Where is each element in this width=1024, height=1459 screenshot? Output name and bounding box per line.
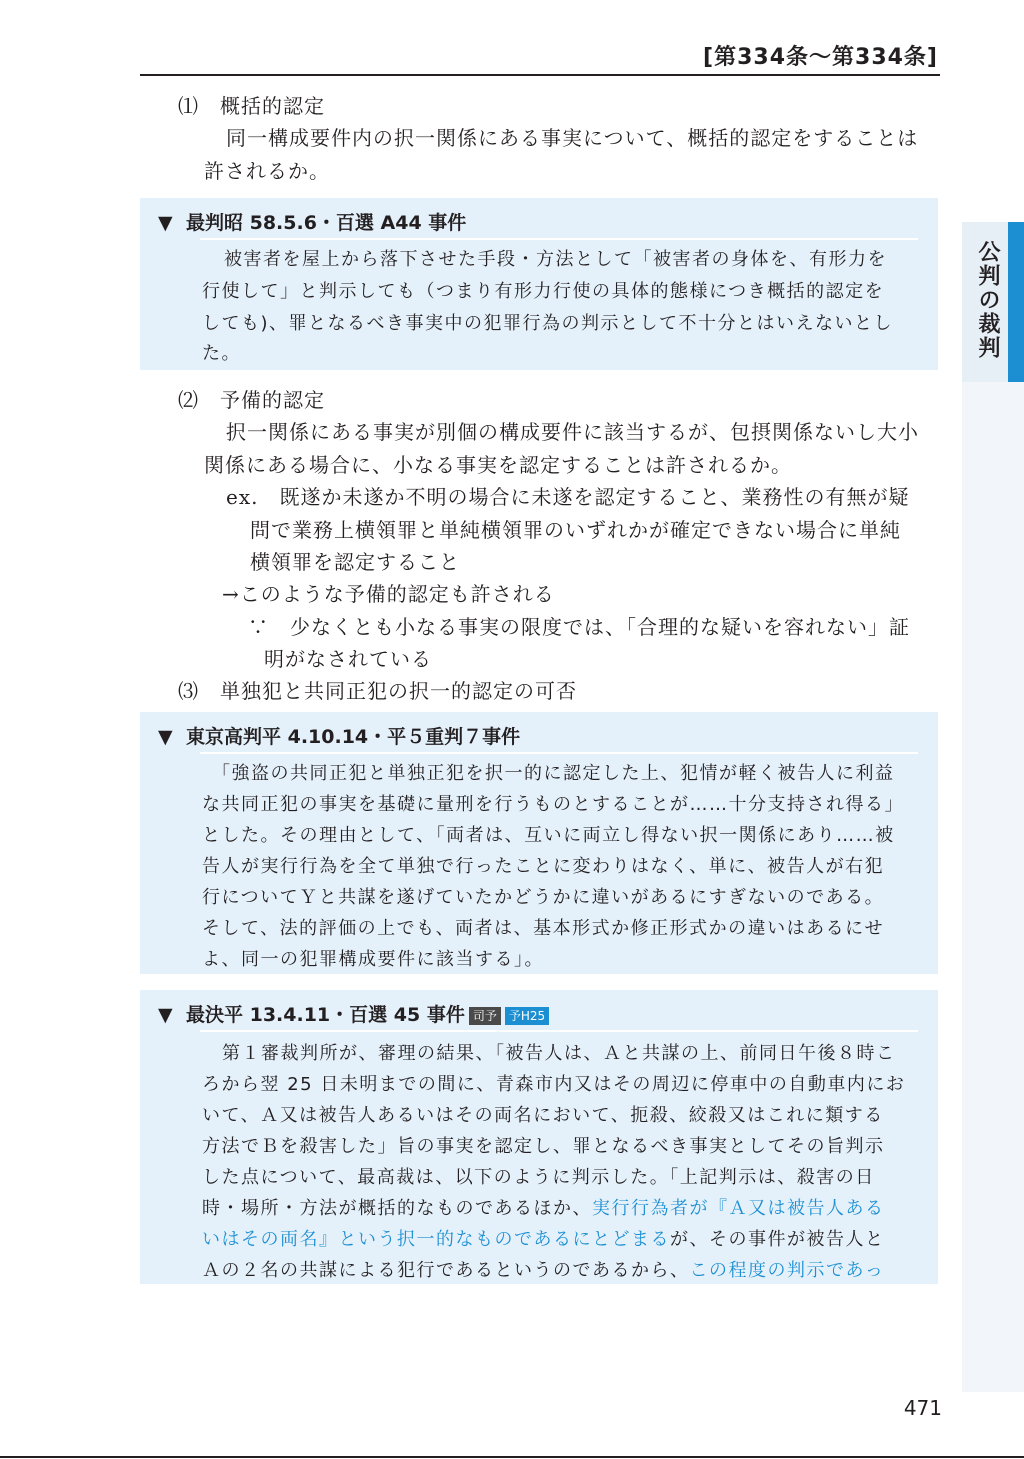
body-line: 横領罪を認定すること (250, 550, 460, 574)
exam-badge: 司予 (469, 1007, 501, 1025)
case-heading (158, 1000, 549, 1027)
case-line: ろから翌 25 日未明までの間に、青森市内又はその周辺に停車中の自動車内にお (202, 1074, 906, 1095)
case-line: 「強盗の共同正犯と単独正犯を択一的に認定した上、犯情が軽く被告人に利益 (212, 763, 895, 784)
body-line: 問で業務上横領罪と単純横領罪のいずれかが確定できない場合に単純 (250, 518, 901, 542)
body-line: ∵ 少なくとも小なる事実の限度では、「合理的な疑いを容れない」証 (248, 615, 910, 639)
case-line: した点について、最高裁は、以下のように判示した。「上記判示は、殺害の日 (202, 1167, 875, 1188)
case-line (202, 1255, 920, 1286)
case-line: とした。その理由として、「両者は、互いに両立し得ない択一関係にあり……被 (202, 825, 895, 846)
case-line: 行使して」と判示しても（つまり有形力行使の具体的態様につき概括的認定を (202, 281, 885, 302)
bottom-rule (0, 1456, 1024, 1458)
section-heading: ⑶ 単独犯と共同正犯の択一的認定の可否 (178, 679, 577, 703)
case-rule (200, 1030, 918, 1032)
case-line: 第１審裁判所が、審理の結果、「被告人は、Ａと共謀の上、前同日午後８時こ (222, 1043, 896, 1064)
case-box (140, 198, 938, 370)
body-line: 許されるか。 (204, 159, 330, 183)
chapter-tab-label: 公判の裁判 (975, 240, 1000, 360)
highlighted-text: この程度の判示であっ (689, 1260, 885, 1281)
triangle-down-icon: ▼ (158, 1004, 173, 1026)
body-line: 明がなされている (264, 647, 432, 671)
body-line: ex. 既遂か未遂か不明の場合に未遂を認定すること、業務性の有無が疑 (226, 485, 910, 509)
section-heading: ⑵ 予備的認定 (178, 388, 325, 412)
case-line (202, 1224, 920, 1255)
case-line: しても)、罪となるべき事実中の犯罪行為の判示として不十分とはいえないとし (202, 313, 894, 334)
case-heading (158, 722, 520, 749)
case-box (140, 990, 938, 1284)
highlighted-text: 実行行為者が『Ａ又は被告人ある (592, 1198, 885, 1219)
body-line: 択一関係にある事実が別個の構成要件に該当するが、包摂関係ないし大小 (226, 420, 919, 444)
side-strip (962, 382, 1024, 1392)
exam-badge: 予H25 (505, 1007, 549, 1025)
case-line (202, 1193, 920, 1224)
body-line: →このような予備的認定も許される (222, 582, 555, 606)
running-header: [第334条〜第334条] (703, 45, 938, 70)
case-line: よ、同一の犯罪構成要件に該当する」。 (202, 949, 544, 970)
header-rule (140, 74, 940, 76)
case-title: 最判昭 58.5.6・百選 A44 事件 (186, 212, 467, 234)
case-line: た。 (202, 343, 241, 364)
case-line: いて、Ａ又は被告人あるいはその両名において、扼殺、絞殺又はこれに類する (202, 1105, 884, 1126)
case-line: 被害者を屋上から落下させた手段・方法として「被害者の身体を、有形力を (224, 249, 887, 270)
body-line: 関係にある場合に、小なる事実を認定することは許されるか。 (204, 453, 792, 477)
case-line: 方法でＢを殺害した」旨の事実を認定し、罪となるべき事実としてその旨判示 (202, 1136, 885, 1157)
triangle-down-icon: ▼ (158, 212, 173, 234)
case-line: そして、法的評価の上でも、両者は、基本形式か修正形式かの違いはあるにせ (202, 918, 885, 939)
body-line: 同一構成要件内の択一関係にある事実について、概括的認定をすることは (226, 126, 919, 150)
case-line: 告人が実行行為を全て単独で行ったことに変わりはなく、単に、被告人が右犯 (202, 856, 885, 877)
case-line: な共同正犯の事実を基礎に量刑を行うものとすることが……十分支持され得る」 (202, 794, 904, 815)
section-heading: ⑴ 概括的認定 (178, 94, 325, 118)
chapter-tab (962, 222, 1024, 382)
case-heading (158, 208, 466, 235)
case-rule (200, 752, 918, 754)
case-text-segment: が、その事件が被告人と (670, 1229, 885, 1250)
page-number: 471 (903, 1396, 942, 1420)
highlighted-text: いはその両名』という択一的なものであるにとどまる (202, 1229, 670, 1250)
triangle-down-icon: ▼ (158, 726, 173, 748)
case-rule (200, 238, 918, 240)
case-line: 行についてＹと共謀を遂げていたかどうかに違いがあるにすぎないのである。 (202, 887, 885, 908)
case-title: 東京高判平 4.10.14・平５重判７事件 (186, 726, 521, 748)
case-box (140, 712, 938, 974)
case-title: 最決平 13.4.11・百選 45 事件 (186, 1004, 465, 1026)
case-text-segment: Ａの２名の共謀による犯行であるというのであるから、 (202, 1260, 690, 1281)
case-text-segment: 時・場所・方法が概括的なものであるほか、 (202, 1198, 592, 1219)
